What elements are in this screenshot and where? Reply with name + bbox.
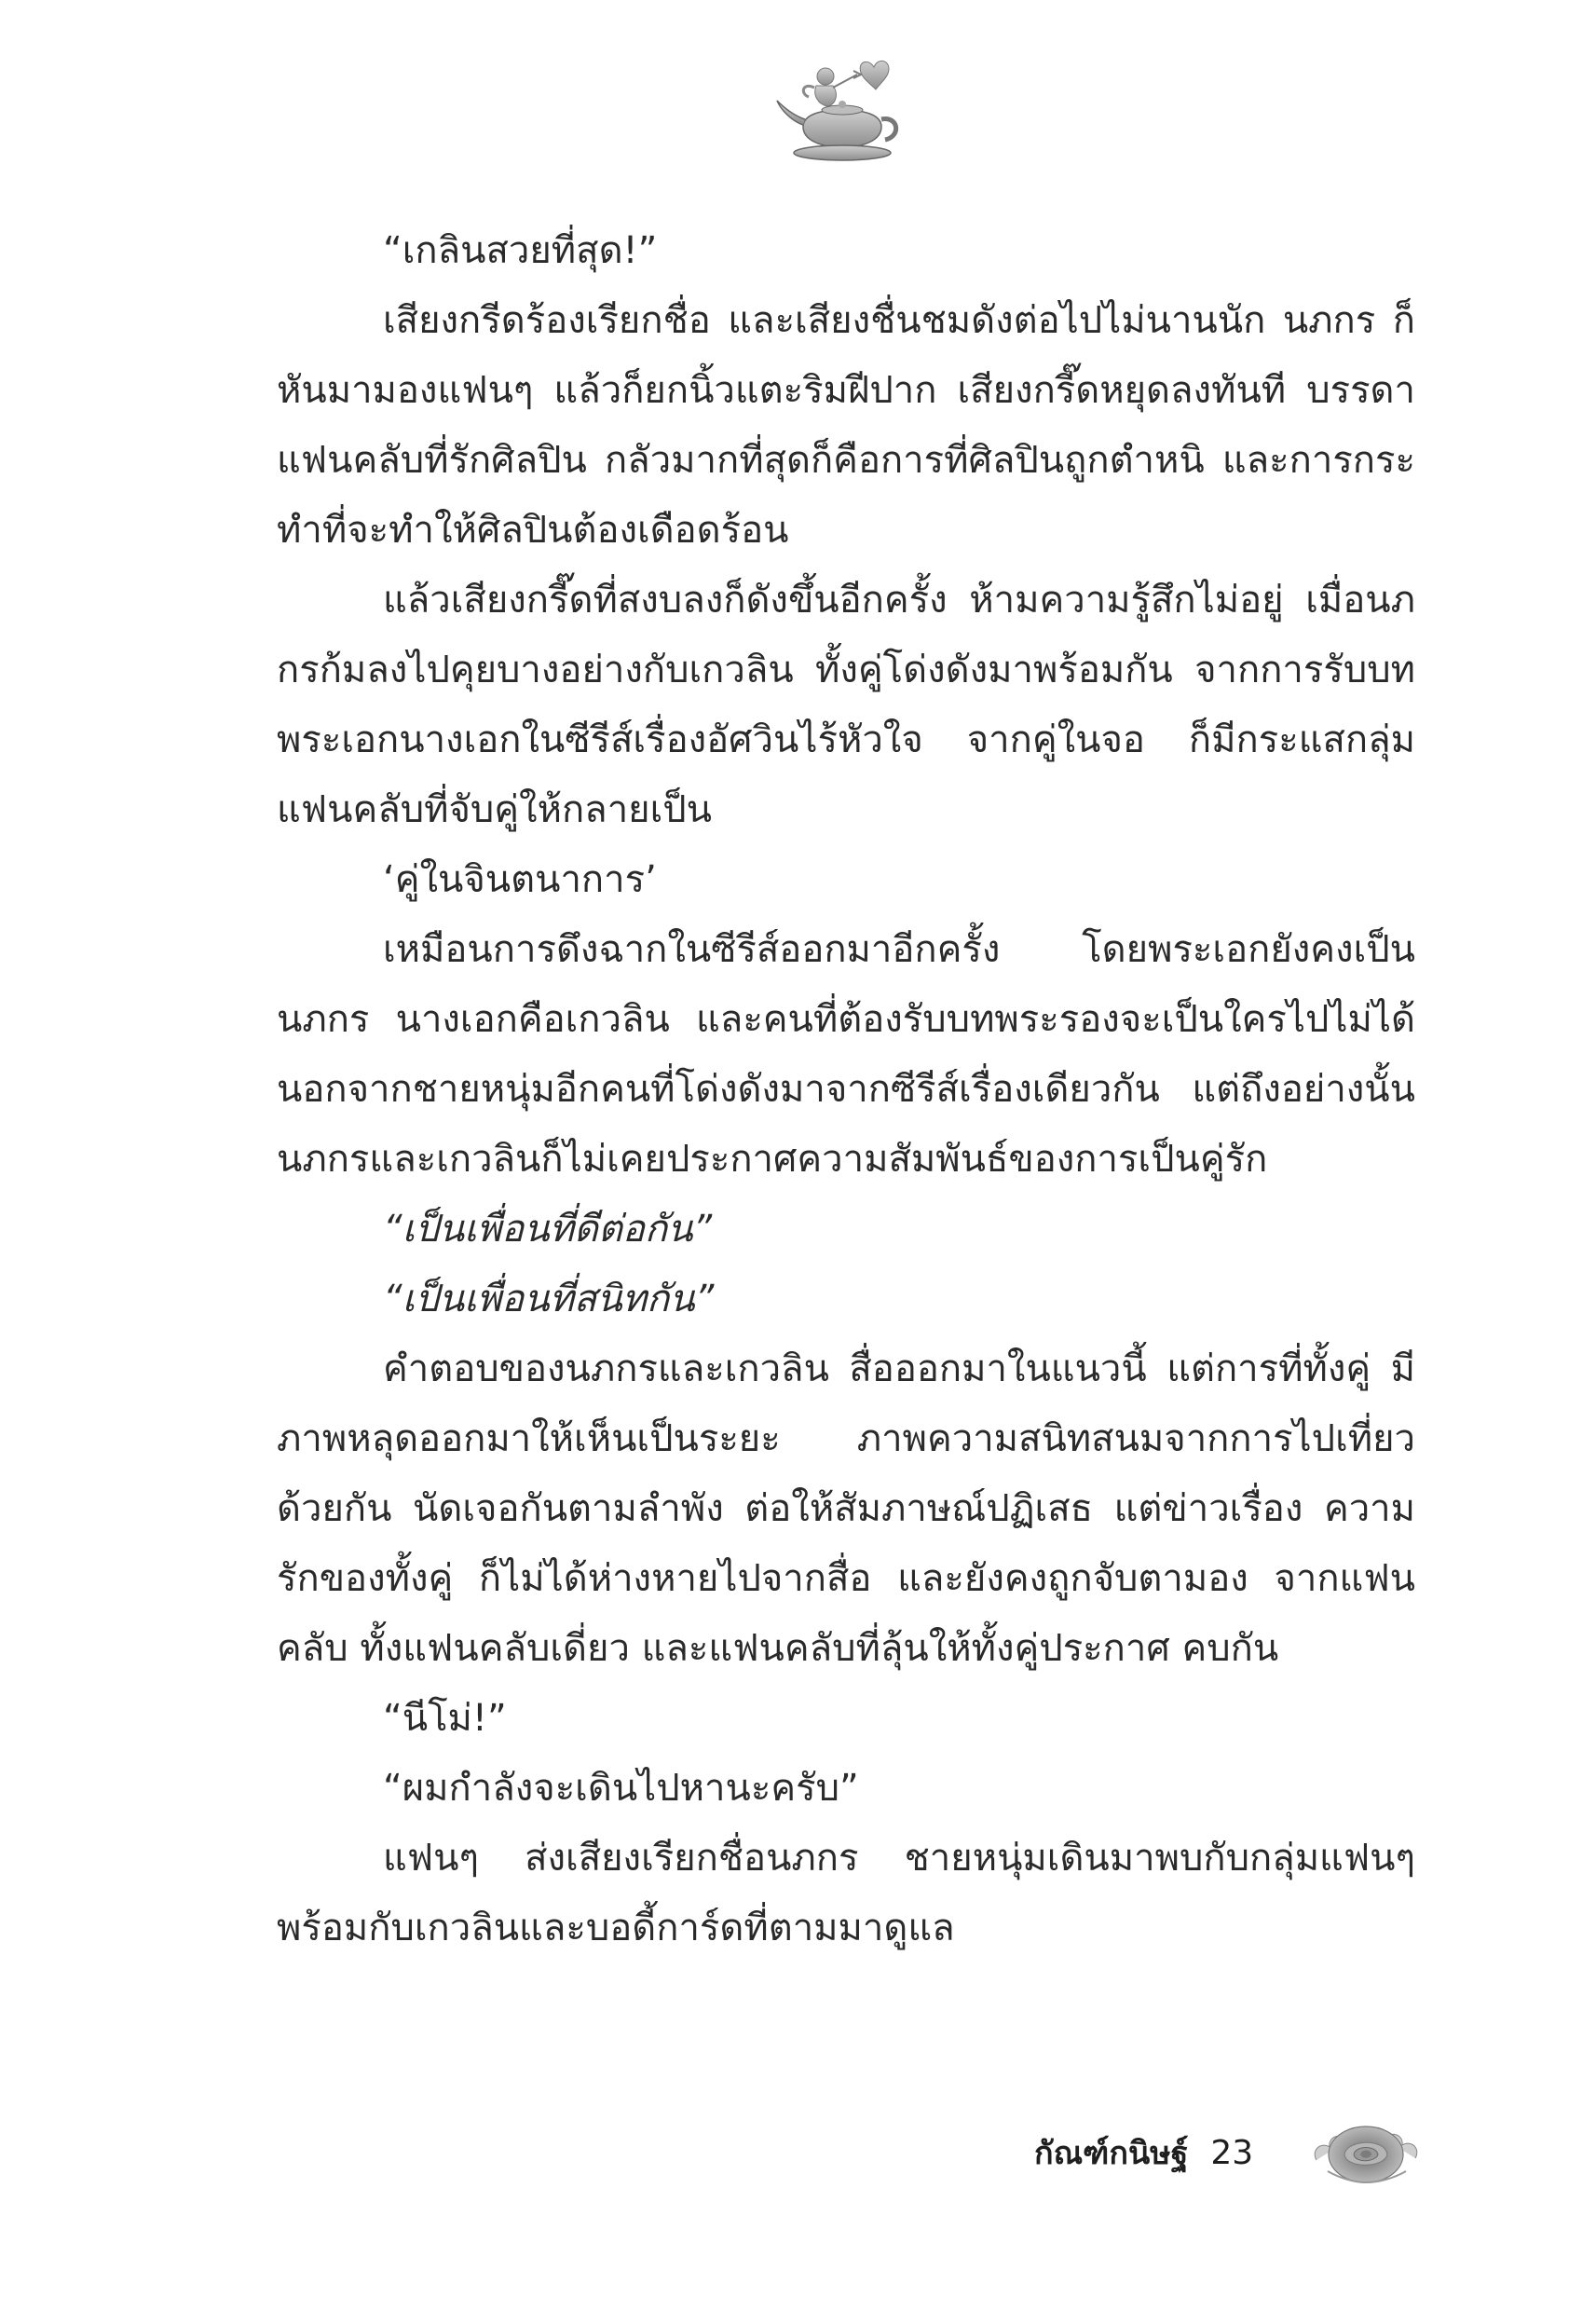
dialogue-line: “ผมกำลังจะเดินไปหานะครับ” [383,1767,859,1810]
dialogue-line: “เกลินสวยที่สุด!” [383,229,658,272]
narrative-paragraph: แฟนๆ ส่งเสียงเรียกชื่อนภกร ชายหนุ่มเดินมาพบกับกลุ่มแฟนๆ พร้อมกับเกวลินและบอดี้การ์ดที่ตามมาดูแล [277,1837,1415,1949]
narrative-paragraph: คำตอบของนภกรและเกวลิน สื่อออกมาในแนวนี้ แต่การที่ทั้งคู่ มีภาพหลุดออกมาให้เห็นเป็นระยะ ภาพความสนิทสนมจากการไปเที่ยว ด้วยกัน นัดเจอกันตามลำพัง ต่อให้สัมภาษณ์ปฏิเสธ แต่ข่าวเรื่อง ความรักของทั้งคู่ ก็ไม่ได้ห่างหายไปจากสื่อ และยังคงถูกจับตามอง จากแฟนคลับ ทั้งแฟนคลับเดี่ยว และแฟนคลับที่ลุ้นให้ทั้งคู่ประกาศ คบกัน [277,1347,1415,1670]
narrative-paragraph: เหมือนการดึงฉากในซีรีส์ออกมาอีกครั้ง โดยพระเอกยังคงเป็น นภกร นางเอกคือเกวลิน และคนที่ต้องรับบทพระรองจะเป็นใครไปไม่ได้ นอกจากชายหนุ่มอีกคนที่โด่งดังมาจากซีรีส์เรื่องเดียวกัน แต่ถึงอย่างนั้น นภกรและเกวลินก็ไม่เคยประกาศความสัมพันธ์ของการเป็นคู่รัก [277,928,1415,1181]
rose-flower-icon [1309,2113,1423,2190]
dialogue-line: “นีโม่!” [383,1697,507,1740]
italic-quote: “เป็นเพื่อนที่ดีต่อกัน” [383,1208,713,1251]
story-text [277,216,1415,1963]
dialogue-line: ‘คู่ในจินตนาการ’ [383,858,657,901]
narrative-paragraph: เสียงกรีดร้องเรียกชื่อ และเสียงชื่นชมดังต่อไปไม่นานนัก นภกร ก็หันมามองแฟนๆ แล้วก็ยกนิ้วแตะริมฝีปาก เสียงกรี๊ดหยุดลงทันที บรรดาแฟนคลับที่รักศิลปิน กลัวมากที่สุดก็คือการที่ศิลปินถูกตำหนิ และการกระทำที่จะทำให้ศิลปินต้องเดือดร้อน [277,299,1415,552]
page-number: 23 [1210,2133,1254,2172]
narrative-paragraph: แล้วเสียงกรี๊ดที่สงบลงก็ดังขึ้นอีกครั้ง ห้ามความรู้สึกไม่อยู่ เมื่อนภกรก้มลงไปคุยบางอย่างกับเกวลิน ทั้งคู่โด่งดังมาพร้อมกัน จากการรับบทพระเอกนางเอกในซีรีส์เรื่องอัศวินไร้หัวใจ จากคู่ในจอ ก็มีกระแสกลุ่มแฟนคลับที่จับคู่ให้กลายเป็น [277,579,1415,831]
book-title: กัณฑ์กนิษฐ์ [1034,2135,1189,2172]
page-footer [1034,2125,1253,2181]
teapot-cupid-emblem-icon [771,54,913,168]
italic-quote: “เป็นเพื่อนที่สนิทกัน” [383,1278,715,1320]
